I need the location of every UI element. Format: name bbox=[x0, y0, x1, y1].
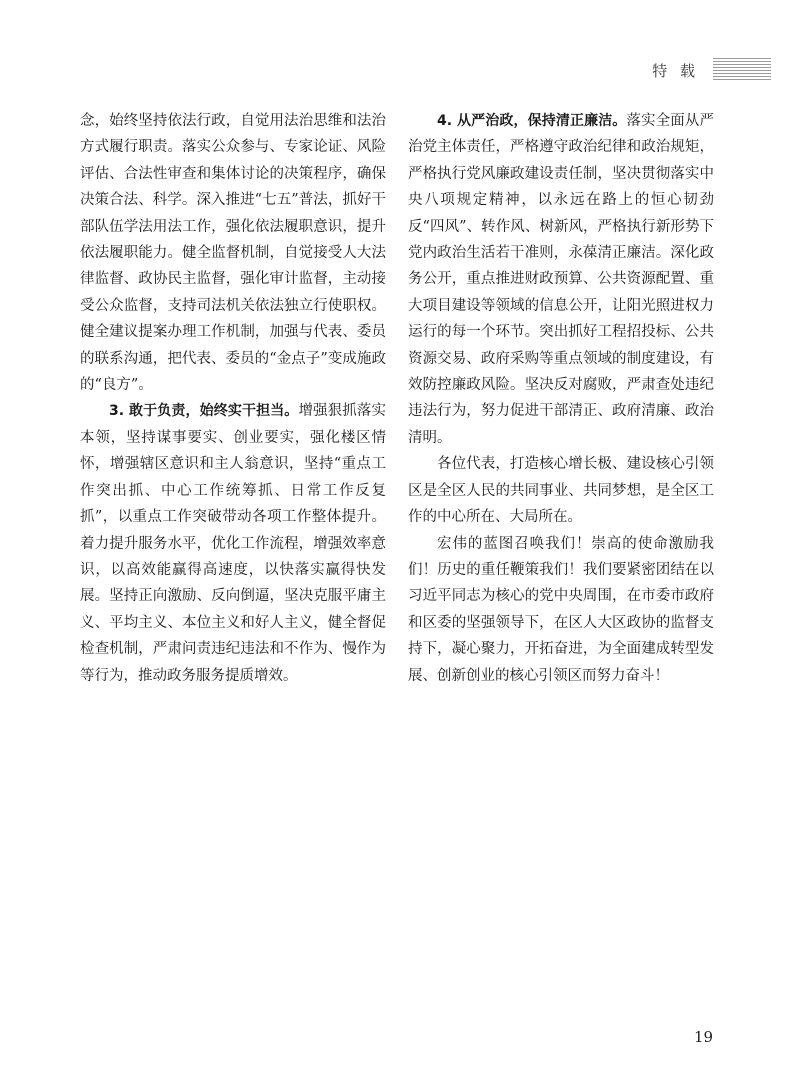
section-heading-4: 4. 从严治政，保持清正廉洁。 bbox=[437, 113, 627, 129]
left-column bbox=[80, 108, 386, 689]
section-heading-3: 3. 敢于负责，始终实干担当。 bbox=[109, 403, 299, 420]
header-stripes-decoration bbox=[713, 58, 771, 82]
page-header bbox=[652, 58, 771, 82]
right-paragraph-1-body: 落实全面从严治党主体责任，严格遵守政治纪律和政治规矩，严格执行党风廉政建设责任制，坚决贯彻落实中央八项规定精神，以永远在路上的恒心韧劲反“四风”、转作风、树新风，严格执行新形势下党内政治生活若干准则，永葆清正廉洁。深化政务公开，重点推进财政预算、公共资源配置、重大项目建设等领域的信息公开，让阳光照进权力运行的每一个环节。突出抓好工程招投标、公共资源交易、政府采购等重点领域的制度建设，有效防控廉政风险。坚决反对腐败，严肃查处违纪违法行为，努力促进干部清正、政府清廉、政治清明。 bbox=[408, 113, 715, 446]
page-number: 19 bbox=[694, 1028, 714, 1046]
left-paragraph-1: 念，始终坚持依法行政，自觉用法治思维和法治方式履行职责。落实公众参与、专家论证、风险评估、合法性审查和集体讨论的决策程序，确保决策合法、科学。深入推进“七五”普法，抓好干部队伍学法用法工作，强化依法履职意识，提升依法履职能力。健全监督机制，自觉接受人大法律监督、政协民主监督，强化审计监督，主动接受公众监督，支持司法机关依法独立行使职权。健全建议提案办理工作机制，加强与代表、委员的联系沟通，把代表、委员的“金点子”变成施政的“良方”。 bbox=[80, 113, 386, 394]
section-label: 特 载 bbox=[652, 61, 699, 80]
right-paragraph-1 bbox=[408, 108, 714, 451]
left-paragraph-2 bbox=[80, 398, 386, 688]
right-column bbox=[408, 108, 714, 689]
left-paragraph-2-body: 增强狠抓落实本领，坚持谋事要实、创业要实，强化楼区情怀，增强辖区意识和主人翁意识，坚持“重点工作突出抓、中心工作统筹抓、日常工作反复抓”，以重点工作突破带动各项工作整体提升。着力提升服务水平，优化工作流程，增强效率意识，以高效能赢得高速度，以快落实赢得快发展。坚持正向激励、反向倒逼，坚决克服平庸主义、平均主义、本位主义和好人主义，健全督促检查机制，严肃问责违纪违法和不作为、慢作为等行为，推动政务服务提质增效。 bbox=[80, 403, 387, 684]
right-paragraph-3: 宏伟的蓝图召唤我们！崇高的使命激励我们！历史的重任鞭策我们！我们要紧密团结在以习近平同志为核心的党中央周围，在市委市政府和区委的坚强领导下，在区人大区政协的监督支持下，凝心聚力，开拓奋进，为全面建成转型发展、创新创业的核心引领区而努力奋斗！ bbox=[408, 535, 714, 684]
right-paragraph-2: 各位代表，打造核心增长极、建设核心引领区是全区人民的共同事业、共同梦想，是全区工作的中心所在、大局所在。 bbox=[408, 456, 714, 526]
